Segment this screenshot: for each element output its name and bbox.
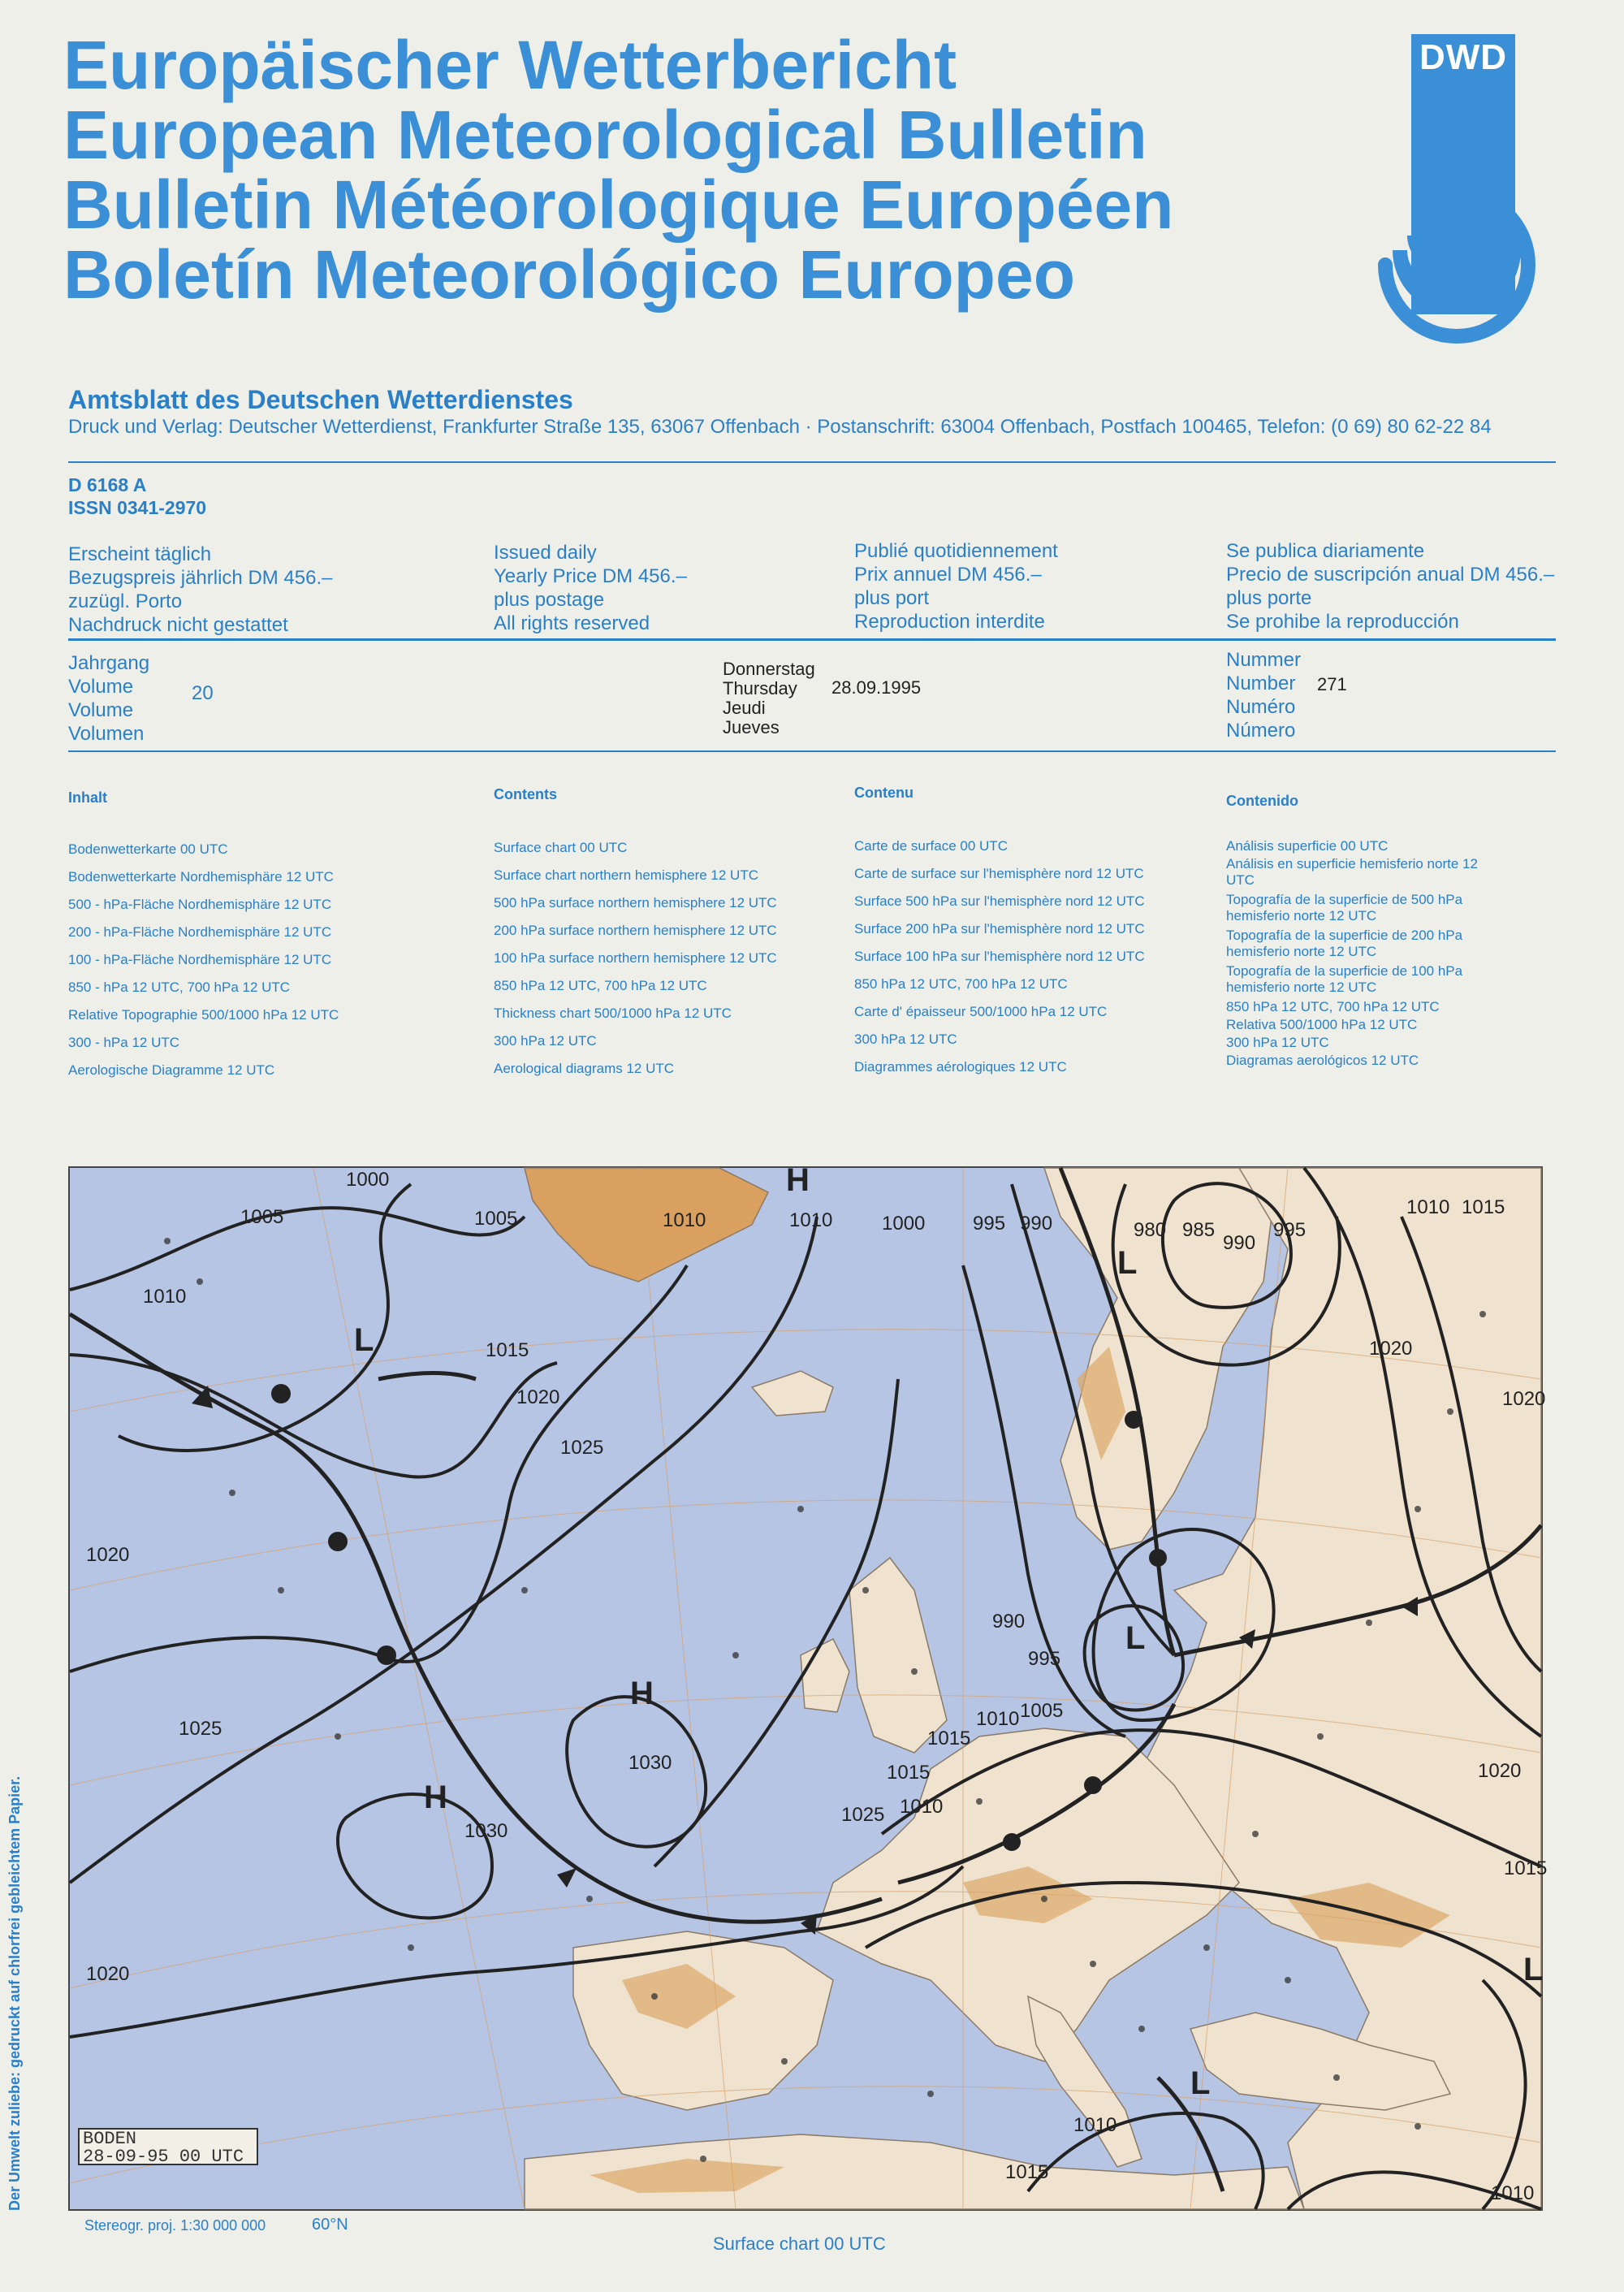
svg-text:990: 990 — [992, 1611, 1026, 1633]
contents-heading-fr: Contenu — [854, 785, 914, 801]
day-labels: Donnerstag Thursday Jeudi Jueves — [723, 659, 815, 737]
svg-text:1000: 1000 — [882, 1213, 926, 1235]
contents-heading-es: Contenido — [1226, 793, 1298, 809]
svg-text:995: 995 — [973, 1213, 1006, 1235]
title-spanish: Boletín Meteorológico Europeo — [63, 236, 1076, 313]
svg-text:1015: 1015 — [1005, 2161, 1049, 2183]
svg-text:1020: 1020 — [516, 1386, 560, 1408]
contents-list-en: Surface chart 00 UTC Surface chart northern hemisphere 12 UTC 500 hPa surface northern hemisphere 12 UTC 200 hPa surface northern hemisphere 12 UTC 100 hPa surface northern hemisphere 12 UTC 850 hPa 12 UTC, 700 hPa 12 UTC Thickness chart 500/1000 hPa 12 UTC 300 hPa 12 UTC Aerological diagrams 12 UTC — [494, 840, 777, 1076]
spiral-icon — [1332, 130, 1527, 325]
publisher-address: Druck und Verlag: Deutscher Wetterdienst, Frankfurter Straße 135, 63067 Offenbach · Postanschrift: 63004 Offenbach, Postfach 100465, Telefon: (0 69) 80 62-22 84 — [68, 416, 1492, 438]
iceland-land — [752, 1371, 833, 1416]
logo-text: DWD — [1419, 37, 1508, 77]
issue-number: 271 — [1317, 674, 1347, 694]
svg-text:1015: 1015 — [887, 1762, 931, 1784]
svg-text:1005: 1005 — [1020, 1700, 1064, 1722]
map-caption: Surface chart 00 UTC — [713, 2234, 886, 2254]
svg-text:1015: 1015 — [486, 1339, 529, 1361]
publication-code: D 6168 A — [68, 474, 147, 495]
svg-text:995: 995 — [1273, 1219, 1307, 1241]
land-masses — [525, 1168, 1544, 2209]
high-pressure-label-3: H — [424, 1780, 447, 1815]
svg-text:1010: 1010 — [1406, 1196, 1450, 1218]
svg-text:1025: 1025 — [560, 1437, 604, 1459]
occluded-front — [378, 1373, 476, 1380]
svg-text:1010: 1010 — [789, 1209, 833, 1231]
map-projection: Stereogr. proj. 1:30 000 000 — [84, 2217, 266, 2234]
high-pressure-label-1: H — [786, 1162, 810, 1198]
svg-text:1005: 1005 — [474, 1208, 518, 1230]
contents-list-fr: Carte de surface 00 UTC Carte de surface sur l'hemisphère nord 12 UTC Surface 500 hPa sur l'hemisphère nord 12 UTC Surface 200 hPa sur l'hemisphère nord 12 UTC Surface 100 hPa sur l'hemisphère nord 12 UTC 850 hPa 12 UTC, 700 hPa 12 UTC Carte d' épaisseur 500/1000 hPa 12 UTC 300 hPa 12 UTC Diagrammes aérologiques 12 UTC — [854, 838, 1145, 1075]
environment-note: Der Umwelt zuliebe: gedruckt auf chlorfrei gebleichtem Papier. — [6, 1775, 23, 2211]
title-english: European Meteorological Bulletin — [63, 97, 1147, 173]
contents-heading-de: Inhalt — [68, 789, 107, 806]
svg-text:1020: 1020 — [86, 1544, 130, 1566]
low-pressure-label-2: L — [1125, 1620, 1146, 1656]
subscription-es: Se publica diariamente Precio de suscripción anual DM 456.– plus porte Se prohibe la reproducción — [1226, 540, 1555, 633]
svg-text:1010: 1010 — [900, 1796, 944, 1818]
contents-list-de: Bodenwetterkarte 00 UTC Bodenwetterkarte Nordhemisphäre 12 UTC 500 - hPa-Fläche Nordhemisphäre 12 UTC 200 - hPa-Fläche Nordhemisphäre 12 UTC 100 - hPa-Fläche Nordhemisphäre 12 UTC 850 - hPa 12 UTC, 700 hPa 12 UTC Relative Topographie 500/1000 hPa 12 UTC 300 - hPa 12 UTC Aerologische Diagramme 12 UTC — [68, 841, 339, 1078]
svg-text:1030: 1030 — [628, 1752, 672, 1774]
svg-text:980: 980 — [1134, 1219, 1167, 1241]
low-pressure-label-3: L — [1117, 1245, 1138, 1281]
svg-text:1000: 1000 — [346, 1169, 390, 1191]
subscription-de: Erscheint täglich Bezugspreis jährlich DM 456.– zuzügl. Porto Nachdruck nicht gestattet — [68, 543, 333, 636]
map-drawing — [70, 1162, 1548, 2209]
low-pressure-label-1: L — [354, 1322, 374, 1358]
svg-text:1010: 1010 — [663, 1209, 706, 1231]
title-french: Bulletin Météorologique Européen — [63, 166, 1174, 243]
svg-text:990: 990 — [1223, 1232, 1256, 1254]
svg-text:1010: 1010 — [143, 1286, 187, 1308]
svg-text:1020: 1020 — [1369, 1338, 1413, 1360]
volume-value: 20 — [192, 682, 214, 704]
map-latitude: 60°N — [312, 2216, 348, 2234]
svg-text:1020: 1020 — [1502, 1388, 1546, 1410]
divider — [68, 638, 1556, 641]
svg-text:1030: 1030 — [464, 1820, 508, 1842]
contents-heading-en: Contents — [494, 786, 557, 802]
greenland-land — [525, 1168, 768, 1282]
svg-text:1025: 1025 — [179, 1718, 222, 1740]
low-pressure-label-4: L — [1190, 2065, 1211, 2101]
issue-date: 28.09.1995 — [831, 677, 922, 698]
svg-text:1010: 1010 — [1073, 2114, 1117, 2136]
svg-text:1015: 1015 — [927, 1728, 971, 1749]
subscription-fr: Publié quotidiennement Prix annuel DM 456.– plus port Reproduction interdite — [854, 540, 1058, 633]
surface-weather-map — [68, 1162, 1548, 2211]
title-german: Europäischer Wetterbericht — [63, 27, 957, 103]
volume-labels: Jahrgang Volume Volume Volumen — [68, 652, 150, 745]
issn: ISSN 0341-2970 — [68, 497, 207, 518]
map-date-stamp: BODEN 28-09-95 00 UTC — [78, 2128, 258, 2165]
contents-list-es: Análisis superficie 00 UTC Análisis en superficie hemisferio norte 12 UTC Topografía de la superficie de 500 hPa hemisferio norte 12 UTC Topografía de la superficie de 200 hPa hemisferio norte 12 UTC Topografía de la superficie de 100 hPa hemisferio norte 12 UTC 850 hPa 12 UTC, 700 hPa 12 UTC Relativa 500/1000 hPa 12 UTC 300 hPa 12 UTC Diagramas aerológicos 12 UTC — [1226, 838, 1478, 1068]
divider — [68, 750, 1556, 752]
svg-text:1010: 1010 — [1491, 2182, 1535, 2204]
divider — [68, 461, 1556, 463]
svg-text:1025: 1025 — [841, 1804, 885, 1826]
svg-text:1010: 1010 — [976, 1708, 1020, 1730]
svg-text:985: 985 — [1182, 1219, 1216, 1241]
svg-text:1015: 1015 — [1462, 1196, 1505, 1218]
british-isles-land — [849, 1558, 947, 1753]
svg-text:990: 990 — [1020, 1213, 1053, 1235]
ireland-land — [801, 1639, 849, 1712]
high-pressure-label-2: H — [630, 1676, 654, 1711]
svg-text:1020: 1020 — [86, 1963, 130, 1985]
svg-text:995: 995 — [1028, 1648, 1061, 1670]
publisher-name: Amtsblatt des Deutschen Wetterdienstes — [68, 385, 573, 414]
svg-text:1015: 1015 — [1504, 1857, 1548, 1879]
low-pressure-label-5: L — [1523, 1952, 1544, 1987]
svg-text:1020: 1020 — [1478, 1760, 1522, 1782]
subscription-en: Issued daily Yearly Price DM 456.– plus postage All rights reserved — [494, 542, 687, 634]
svg-text:1005: 1005 — [240, 1206, 284, 1228]
number-labels: Nummer Number Numéro Número — [1226, 649, 1302, 742]
